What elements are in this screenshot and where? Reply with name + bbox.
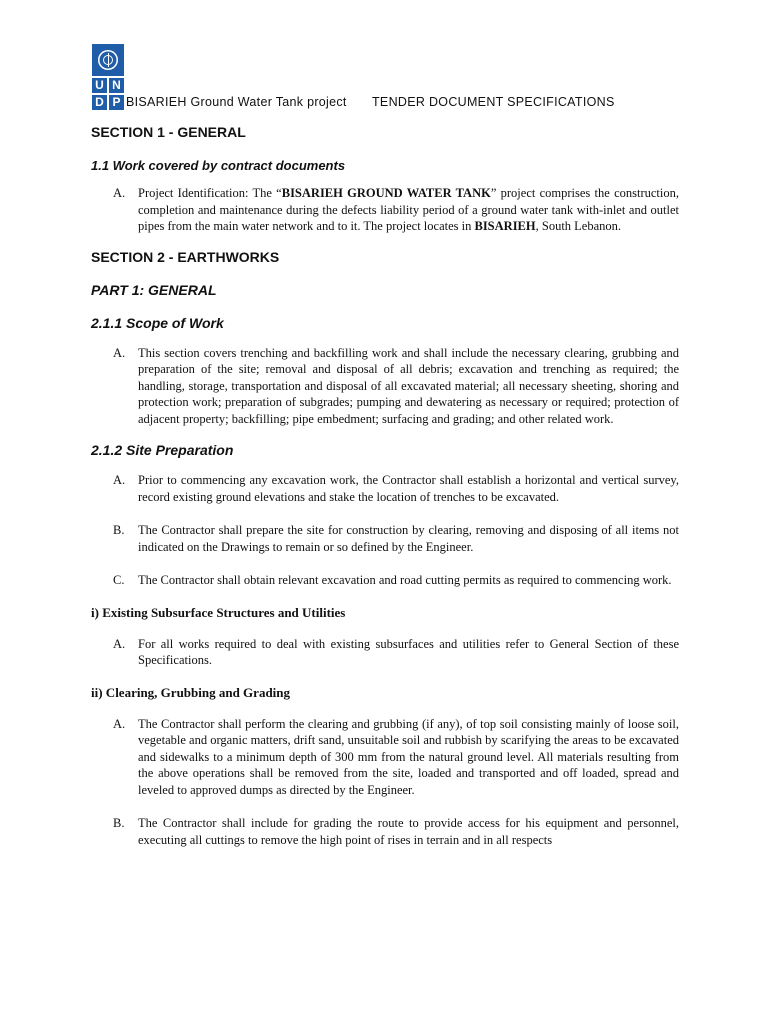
undp-letters <box>92 78 124 110</box>
heading-existing-subsurface: i) Existing Subsurface Structures and Utilities <box>91 604 346 620</box>
list-marker: C. <box>113 573 125 587</box>
section-2-title: SECTION 2 - EARTHWORKS <box>91 248 280 265</box>
paragraph-text: The Contractor shall perform the clearing and grubbing (if any), of top soil consisting mainly of loose soil, vegetable and organic matters, drift sand, unsuitable soil and rubbish by scarifying the areas to be excavated and sidewalks to a minimum depth of 300 mm from the natural ground level. All materials resulting from the above operations shall be removed from the site, loaded and transported and off loaded, spread and leveled to approved dumps as directed by the Engineer. <box>138 716 679 797</box>
header-project: BISARIEH Ground Water Tank project <box>126 95 347 109</box>
heading-clearing-grubbing: ii) Clearing, Grubbing and Grading <box>91 684 291 700</box>
list-marker: A. <box>113 473 126 487</box>
document-body <box>91 124 679 848</box>
project-location: BISARIEH <box>474 219 536 233</box>
list-marker: A. <box>113 345 126 360</box>
logo-letter-u: U <box>92 78 107 93</box>
logo-letter-d: D <box>92 95 107 110</box>
undp-logo <box>92 44 124 110</box>
header-tender: TENDER DOCUMENT SPECIFICATIONS <box>372 95 615 109</box>
paragraph-clearing-a <box>113 716 679 799</box>
list-marker: B. <box>113 523 125 537</box>
un-emblem-block <box>92 44 124 76</box>
paragraph-text: This section covers trenching and backfilling work and shall include the necessary clearing, grubbing and preparation of the site; removal and disposal of all debris; excavation and trenching as required; the handling, storage, transportation and disposal of all excavated material; all necessary sheeting, shoring and protection work; preparation of subgrades; pumping and dewatering as necessary or required; protection of adjacent property; backfilling; pipe embedment; surfacing and grading; and other related work. <box>138 345 679 426</box>
un-emblem-icon <box>98 50 118 70</box>
list-marker: A. <box>113 636 126 651</box>
paragraph-existing-a <box>113 636 679 669</box>
subsection-2-1-1-title: 2.1.1 Scope of Work <box>91 314 224 331</box>
paragraph-clearing-b <box>113 815 679 848</box>
paragraph-text: The Contractor shall include for grading the route to provide access for his equipment and personnel, executing all cuttings to remove the high point of rises in terrain and in all respects <box>138 816 679 847</box>
paragraph-site-b <box>113 522 679 555</box>
subsection-1-1-title: 1.1 Work covered by contract documents <box>91 158 346 173</box>
paragraph-text: Prior to commencing any excavation work, the Contractor shall establish a horizontal and vertical survey, record existing ground elevations and stake the location of trenches to be excavated. <box>138 473 679 504</box>
subsection-2-1-2-title: 2.1.2 Site Preparation <box>91 442 234 458</box>
paragraph-site-a <box>113 472 679 505</box>
paragraph-text: The Contractor shall obtain relevant excavation and road cutting permits as required to commencing work. <box>138 573 672 587</box>
project-name: BISARIEH GROUND WATER TANK <box>281 186 491 200</box>
part-1-title: PART 1: GENERAL <box>91 281 217 298</box>
paragraph-project-identification <box>113 185 679 235</box>
list-marker: B. <box>113 816 125 830</box>
list-marker: A. <box>113 186 126 200</box>
logo-letter-p: P <box>109 95 124 110</box>
paragraph-site-c <box>113 572 679 589</box>
paragraph-text: For all works required to deal with existing subsurfaces and utilities refer to General Section of these Specifications. <box>138 636 679 667</box>
paragraph-text: Project Identification: The “BISARIEH GROUND WATER TANK” project comprises the construction, completion and maintenance during the defects liability period of a ground water tank with-inlet and outlet pipes from the main water network and to it. The project locates in BISARIEH, South Lebanon. <box>138 186 679 233</box>
section-1-title: SECTION 1 - GENERAL <box>91 124 246 140</box>
paragraph-text: The Contractor shall prepare the site for construction by clearing, removing and disposing of all items not indicated on the Drawings to remain or so defined by the Engineer. <box>138 523 679 554</box>
logo-letter-n: N <box>109 78 124 93</box>
paragraph-scope-a <box>113 345 679 428</box>
list-marker: A. <box>113 716 126 731</box>
